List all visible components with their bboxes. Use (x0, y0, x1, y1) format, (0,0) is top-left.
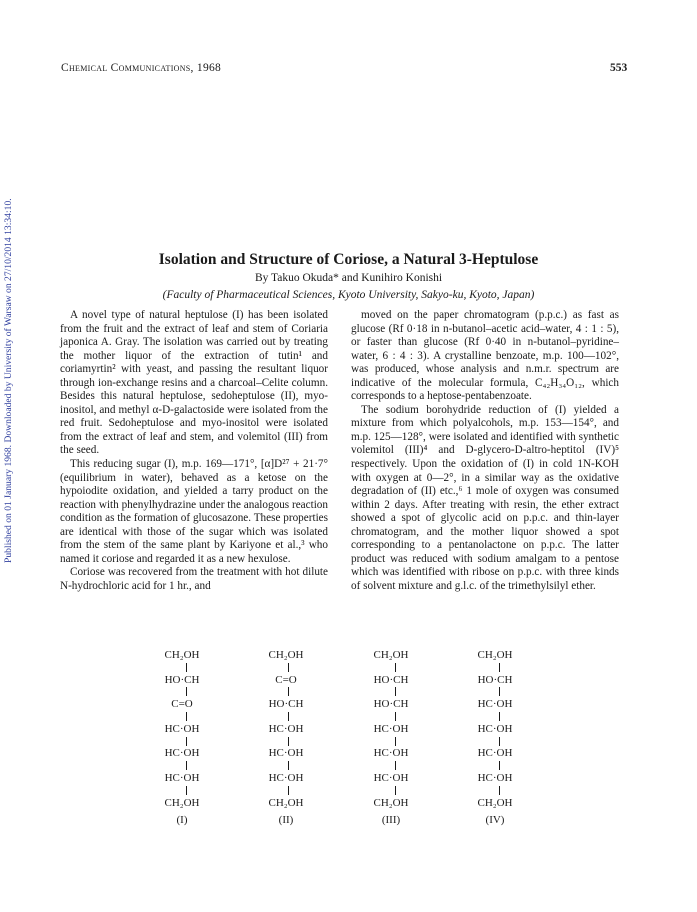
bond-line (450, 786, 540, 798)
paragraph: Coriose was recovered from the treatment with hot dilute N-hydrochloric acid for 1 hr., and (60, 566, 328, 592)
group: HC·OH (164, 747, 200, 760)
structure-label: (I) (176, 814, 188, 827)
bond-line (241, 663, 331, 675)
group: C=O (171, 698, 193, 711)
group: CH₂OH (268, 649, 304, 661)
bond-line (241, 712, 331, 724)
structure-label: (III) (381, 814, 401, 827)
group: CH₂OH (477, 796, 513, 809)
bond-line (346, 712, 436, 724)
group: HC·OH (373, 747, 409, 760)
structure-label: (IV) (485, 814, 505, 827)
group: HC·OH (477, 771, 513, 784)
group: HC·OH (373, 771, 409, 784)
group: HO·CH (373, 673, 409, 686)
body-column-left (60, 309, 328, 593)
paragraph: This reducing sugar (I), m.p. 169—171°, [α]D²⁷ + 21·7° (equilibrium in water), behaved as a ketose on the hypoiodite oxidation, and yielded a tarry product on the reaction with phenylhydrazine under the analogous reaction condition as the formation of glucosazone. These properties are identical with those of the sugar which was isolated from the stem of the same plant by Kariyone et al.,³ who named it coriose and regarded it as a new hexulose. (60, 458, 328, 565)
group: HO·CH (373, 698, 409, 711)
group: CH₂OH (268, 796, 304, 809)
group: HO·CH (268, 698, 304, 711)
bond-line (137, 786, 227, 798)
group: HC·OH (164, 771, 200, 784)
bond-line (137, 663, 227, 675)
bond-line (346, 663, 436, 675)
group: CH₂OH (373, 649, 409, 661)
structure-formula-iv (450, 650, 540, 827)
bond-line (450, 663, 540, 675)
group: CH₂OH (373, 796, 409, 809)
page-number: 553 (610, 62, 628, 74)
article-affiliation: (Faculty of Pharmaceutical Sciences, Kyoto University, Sakyo-ku, Kyoto, Japan) (162, 289, 535, 301)
structure-formula-ii (241, 650, 331, 827)
group: C=O (275, 673, 297, 686)
paragraph: moved on the paper chromatogram (p.p.c.) as fast as glucose (Rf 0·18 in n-butanol–acetic acid–water, 4 : 1 : 5), or faster than glucose (Rf 0·40 in n-butanol–pyridine–water, 6 : 4 : 3). A crystalline benzoate, m.p. 100—102°, was produced, whose analysis and n.m.r. spectrum are indicative of the molecular formula, C₄₂H₃₄O₁₂, which corresponds to a heptose-pentabenzoate. (351, 309, 619, 403)
group: CH₂OH (164, 796, 200, 809)
group: HC·OH (477, 698, 513, 711)
group: HC·OH (477, 747, 513, 760)
group: HC·OH (477, 722, 513, 735)
bond-line (346, 786, 436, 798)
group: HO·CH (164, 673, 200, 686)
body-column-right (351, 309, 619, 593)
group: HC·OH (268, 722, 304, 735)
structure-formula-iii (346, 650, 436, 827)
group: CH₂OH (164, 649, 200, 661)
bond-line (137, 712, 227, 724)
group: HO·CH (477, 673, 513, 686)
group: HC·OH (373, 722, 409, 735)
paragraph: A novel type of natural heptulose (I) has been isolated from the fruit and the extract of leaf and stem of Coriaria japonica A. Gray. The isolation was carried out by treating the mother liquor of the extraction of tutin¹ and coriamyrtin² with yeast, and passing the resultant liquor through ion-exchange resins and a charcoal–Celite column. Besides this natural heptulose, sedoheptulose (II), myo-inositol, and methyl α-D-galactoside were isolated from the red fruit. Sedoheptulose and myo-inositol were isolated from the extract of leaf and stem, and volemitol (III) from the seed. (60, 309, 328, 457)
structure-label: (II) (278, 814, 294, 827)
article-authors: By Takuo Okuda* and Kunihiro Konishi (254, 272, 443, 284)
structure-formula-i (137, 650, 227, 827)
bond-line (450, 712, 540, 724)
group: HC·OH (268, 747, 304, 760)
running-header: Chemical Communications, 1968 (61, 62, 222, 74)
bond-line (241, 786, 331, 798)
paragraph: The sodium borohydride reduction of (I) yielded a mixture from which polyalcohols, m.p. 153—154°, and m.p. 125—128°, were isolated and identified with synthetic volemitol (III)⁴ and D-glycero-D-altro-heptitol (IV)⁵ respectively. Upon the oxidation of (I) in cold 1N-KOH with oxygen at 0—2°, in a similar way as the oxidative degradation of (II) etc.,⁶ 1 mole of oxygen was consumed within 2 days. After treating with resin, the ether extract showed a spot of glycolic acid on p.p.c. and thin-layer chromatogram, and the mother liquor showed a spot corresponding to a pentanolactone on p.p.c. The latter product was reduced with sodium amalgam to a pentose which was identified with ribose on p.p.c. with three kinds of solvent mixture and g.l.c. of the trimethylsilyl ether. (351, 403, 619, 592)
article-title: Isolation and Structure of Coriose, a Natural 3-Heptulose (158, 251, 539, 268)
group: HC·OH (268, 771, 304, 784)
download-watermark-link[interactable]: Published on 01 January 1968. Downloaded by University of Warsaw on 27/10/2014 13:34:10. (3, 198, 14, 563)
group: CH₂OH (477, 649, 513, 661)
group: HC·OH (164, 722, 200, 735)
